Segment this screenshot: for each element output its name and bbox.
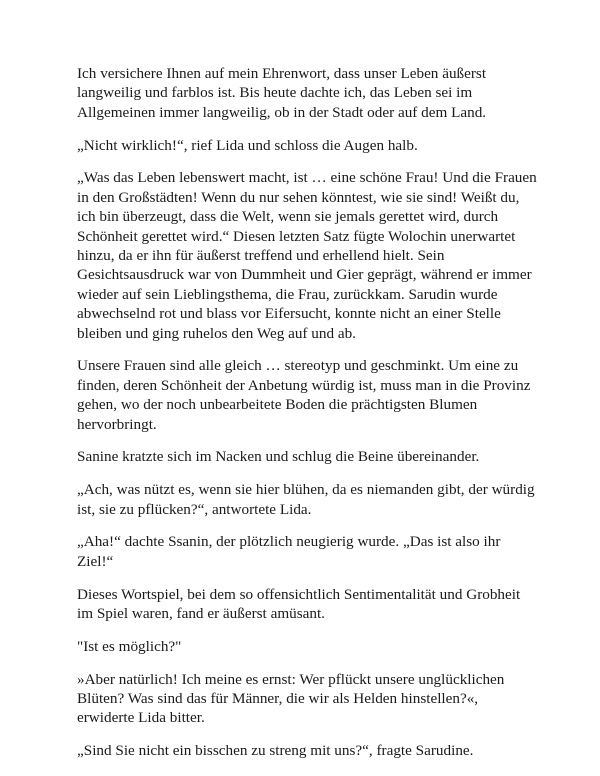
paragraph-10: »Aber natürlich! Ich meine es ernst: Wer pflückt unsere unglücklichen Blüten? Was sind das für Männer, die wir als Helden hinstellen?«, erwiderte Lida bitter. [77, 670, 505, 727]
paragraph-6: „Ach, was nützt es, wenn sie hier blühen, da es niemanden gibt, der würdig ist, sie zu pflücken?“, antwortete Lida. [77, 481, 535, 518]
paragraph-7: „Aha!“ dachte Ssanin, der plötzlich neugierig wurde. „Das ist also ihr Ziel!“ [77, 533, 501, 570]
paragraph-8: Dieses Wortspiel, bei dem so offensichtlich Sentimentalität und Grobheit im Spiel waren, fand er äußerst amüsant. [77, 585, 521, 623]
paragraph-3: „Was das Leben lebenswert macht, ist … eine schöne Frau! Und die Frauen in den Großstädten! Wenn du nur sehen könntest, wie sie sind! Weißt du, ich bin überzeugt, dass die Welt, wenn sie jemals gerettet wird, durch Schönheit gerettet wird.“ Diesen letzten Satz fügte Wolochin unerwartet hinzu, da er ihn für äußerst treffend und erhellend hielt. Sein Gesichtsausdruck war von Dummheit und Gier geprägt, während er immer wieder auf sein Lieblingsthema, die Frau, zurückkam. Sarudin wurde abwechselnd rot und blass vor Eifersucht, konnte nicht an einer Stelle bleiben und ging ruhelos den Weg auf und ab. [77, 169, 537, 342]
paragraph-4: Unsere Frauen sind alle gleich … stereotyp und geschminkt. Um eine zu finden, deren Schönheit der Anbetung würdig ist, muss man in die Provinz gehen, wo der noch unbearbeitete Boden die prächtigsten Blumen hervorbringt. [77, 357, 531, 433]
paragraph-9: "Ist es möglich?" [77, 637, 182, 655]
document-page [77, 64, 537, 774]
paragraph-11: „Sind Sie nicht ein bisschen zu streng mit uns?“, fragte Sarudine. [77, 742, 474, 760]
paragraph-5: Sanine kratzte sich im Nacken und schlug die Beine übereinander. [77, 448, 480, 466]
paragraph-2: „Nicht wirklich!“, rief Lida und schloss die Augen halb. [77, 136, 418, 154]
paragraph-1: Ich versichere Ihnen auf mein Ehrenwort, dass unser Leben äußerst langweilig und farblos ist. Bis heute dachte ich, das Leben sei im Allgemeinen immer langweilig, ob in der Stadt oder auf dem Land. [77, 65, 487, 121]
